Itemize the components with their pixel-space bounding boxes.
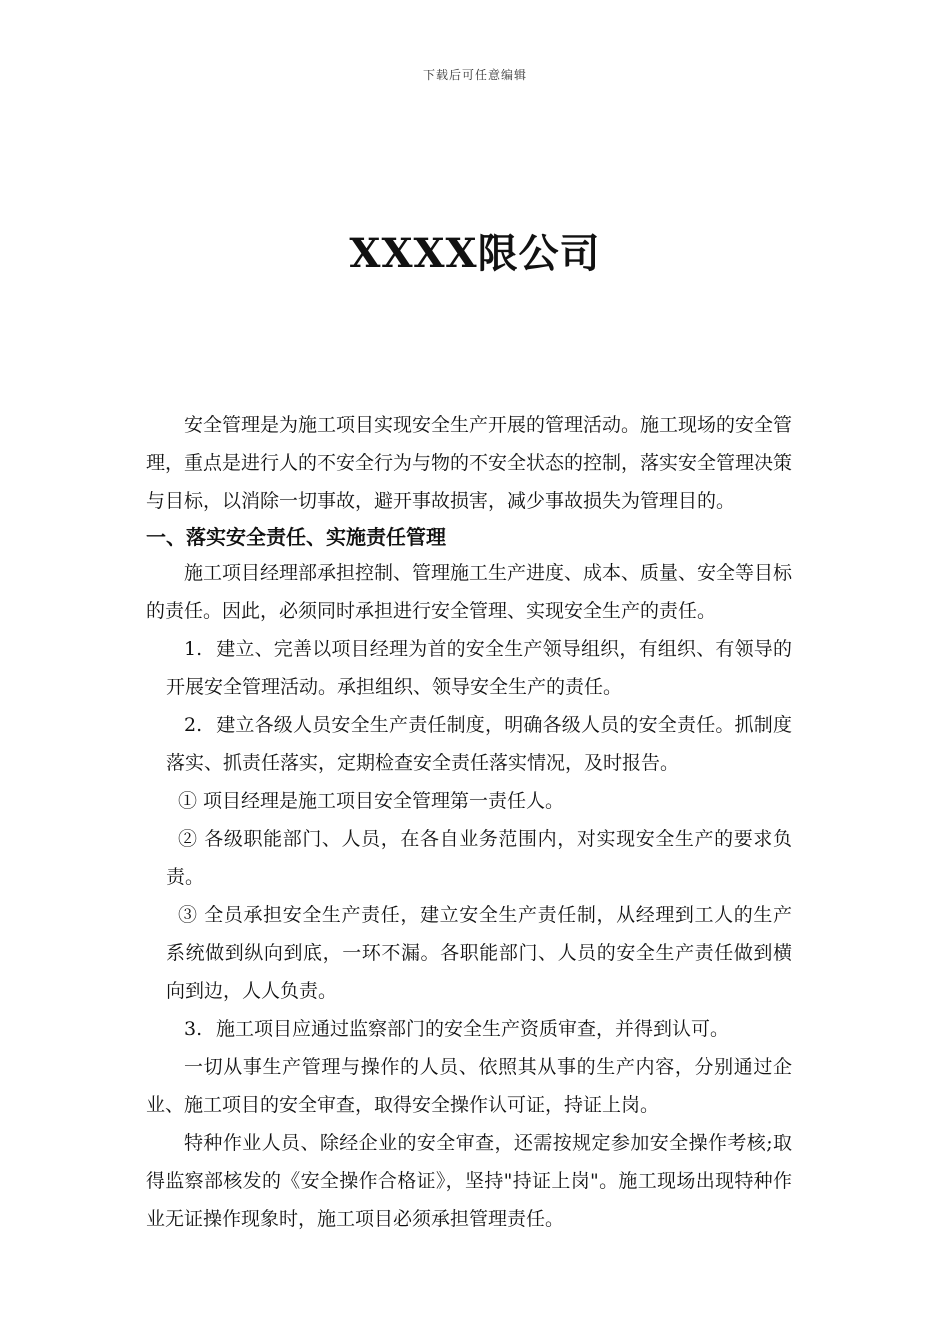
sub-item-1: ① 项目经理是施工项目安全管理第一责任人。 [178, 790, 565, 812]
document-body [146, 406, 792, 1238]
list-item-number: 2. [184, 714, 203, 736]
sub-item-2: ② 各级职能部门、人员，在各自业务范围内，对实现安全生产的要求负责。 [166, 828, 792, 888]
document-title: XXXX限公司 [349, 230, 601, 277]
section-paragraph-3: 特种作业人员、除经企业的安全审查，还需按规定参加安全操作考核;取得监察部核发的《安全操作合格证》，坚持"持证上岗"。施工现场出现特种作业无证操作现象时，施工项目必须承担管理责任。 [146, 1132, 792, 1230]
section-heading: 一、落实安全责任、实施责任管理 [146, 525, 446, 549]
header-note: 下载后可任意编辑 [422, 68, 527, 82]
list-item-number: 1. [184, 638, 203, 660]
list-item-2 [166, 706, 792, 782]
section-paragraph-2: 一切从事生产管理与操作的人员、依照其从事的生产内容，分别通过企业、施工项目的安全审查，取得安全操作认可证，持证上岗。 [146, 1056, 792, 1116]
list-item-1 [166, 630, 792, 706]
list-item-text: 建立各级人员安全生产责任制度，明确各级人员的安全责任。抓制度落实、抓责任落实，定期检查安全责任落实情况，及时报告。 [166, 714, 792, 774]
list-item-text: 施工项目应通过监察部门的安全生产资质审查，并得到认可。 [216, 1018, 730, 1040]
list-item-text: 建立、完善以项目经理为首的安全生产领导组织，有组织、有领导的开展安全管理活动。承担组织、领导安全生产的责任。 [166, 638, 792, 698]
sub-item-3: ③ 全员承担安全生产责任，建立安全生产责任制，从经理到工人的生产系统做到纵向到底，一环不漏。各职能部门、人员的安全生产责任做到横向到边，人人负责。 [166, 904, 792, 1002]
list-item-number: 3. [184, 1018, 203, 1040]
list-item-3 [166, 1010, 792, 1048]
section-paragraph-1: 施工项目经理部承担控制、管理施工生产进度、成本、质量、安全等目标的责任。因此，必须同时承担进行安全管理、实现安全生产的责任。 [146, 562, 793, 622]
intro-paragraph: 安全管理是为施工项目实现安全生产开展的管理活动。施工现场的安全管理，重点是进行人的不安全行为与物的不安全状态的控制，落实安全管理决策与目标，以消除一切事故，避开事故损害，减少事故损失为管理目的。 [146, 414, 793, 512]
